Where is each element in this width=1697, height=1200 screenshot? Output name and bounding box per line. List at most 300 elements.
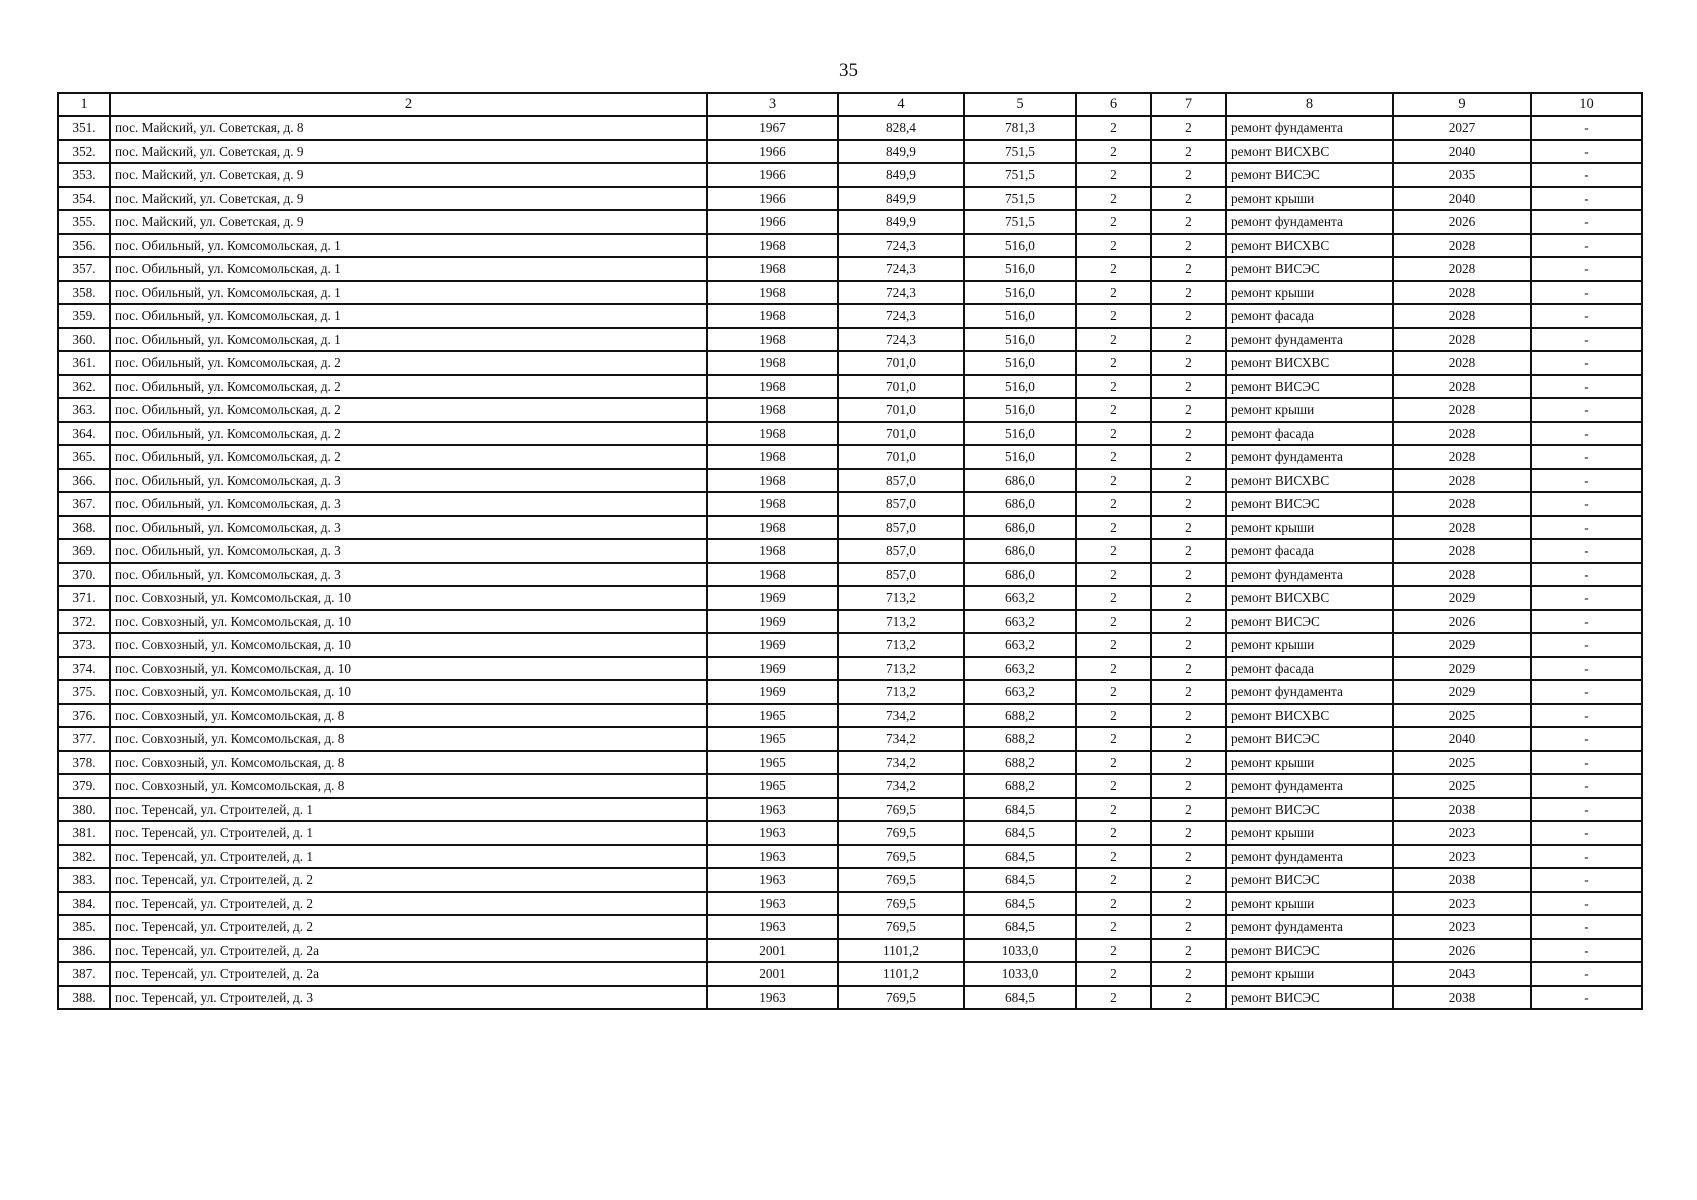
cell-living-area: 684,5 <box>964 868 1076 892</box>
cell-living-area: 688,2 <box>964 774 1076 798</box>
cell-total-area: 701,0 <box>838 445 964 469</box>
cell-address: пос. Теренсай, ул. Строителей, д. 3 <box>110 986 707 1010</box>
cell-row-number: 367. <box>58 492 110 516</box>
table-row <box>58 962 1642 986</box>
cell-total-area: 701,0 <box>838 351 964 375</box>
cell-living-area: 1033,0 <box>964 939 1076 963</box>
table-row <box>58 281 1642 305</box>
cell-address: пос. Майский, ул. Советская, д. 9 <box>110 210 707 234</box>
cell-total-area: 724,3 <box>838 281 964 305</box>
cell-living-area: 688,2 <box>964 704 1076 728</box>
cell-entrances: 2 <box>1151 210 1226 234</box>
cell-work-type: ремонт ВИСХВС <box>1226 586 1393 610</box>
cell-entrances: 2 <box>1151 986 1226 1010</box>
cell-living-area: 663,2 <box>964 633 1076 657</box>
cell-living-area: 751,5 <box>964 140 1076 164</box>
cell-entrances: 2 <box>1151 304 1226 328</box>
cell-planned-year: 2023 <box>1393 845 1531 869</box>
cell-total-area: 713,2 <box>838 586 964 610</box>
cell-floors: 2 <box>1076 845 1151 869</box>
cell-planned-year: 2028 <box>1393 328 1531 352</box>
cell-year-built: 1969 <box>707 610 838 634</box>
cell-row-number: 369. <box>58 539 110 563</box>
cell-entrances: 2 <box>1151 962 1226 986</box>
cell-total-area: 734,2 <box>838 704 964 728</box>
cell-note: - <box>1531 704 1642 728</box>
cell-row-number: 353. <box>58 163 110 187</box>
cell-living-area: 684,5 <box>964 821 1076 845</box>
cell-living-area: 688,2 <box>964 751 1076 775</box>
cell-floors: 2 <box>1076 821 1151 845</box>
cell-planned-year: 2040 <box>1393 140 1531 164</box>
cell-floors: 2 <box>1076 986 1151 1010</box>
cell-note: - <box>1531 633 1642 657</box>
cell-planned-year: 2026 <box>1393 939 1531 963</box>
cell-work-type: ремонт ВИСЭС <box>1226 939 1393 963</box>
cell-note: - <box>1531 868 1642 892</box>
cell-entrances: 2 <box>1151 751 1226 775</box>
cell-year-built: 1963 <box>707 892 838 916</box>
cell-year-built: 1963 <box>707 845 838 869</box>
cell-floors: 2 <box>1076 187 1151 211</box>
cell-entrances: 2 <box>1151 163 1226 187</box>
table-row <box>58 586 1642 610</box>
cell-living-area: 781,3 <box>964 116 1076 140</box>
cell-entrances: 2 <box>1151 140 1226 164</box>
cell-year-built: 1966 <box>707 210 838 234</box>
cell-work-type: ремонт ВИСХВС <box>1226 704 1393 728</box>
cell-year-built: 1965 <box>707 774 838 798</box>
cell-row-number: 381. <box>58 821 110 845</box>
table-row <box>58 304 1642 328</box>
cell-entrances: 2 <box>1151 845 1226 869</box>
table-body <box>58 116 1642 1009</box>
cell-row-number: 362. <box>58 375 110 399</box>
cell-living-area: 688,2 <box>964 727 1076 751</box>
table-row <box>58 163 1642 187</box>
cell-total-area: 724,3 <box>838 328 964 352</box>
cell-note: - <box>1531 610 1642 634</box>
cell-address: пос. Майский, ул. Советская, д. 9 <box>110 187 707 211</box>
table-row <box>58 939 1642 963</box>
cell-planned-year: 2040 <box>1393 727 1531 751</box>
cell-total-area: 857,0 <box>838 469 964 493</box>
cell-entrances: 2 <box>1151 563 1226 587</box>
cell-note: - <box>1531 328 1642 352</box>
cell-living-area: 516,0 <box>964 304 1076 328</box>
table-row <box>58 140 1642 164</box>
cell-work-type: ремонт фундамента <box>1226 680 1393 704</box>
cell-note: - <box>1531 774 1642 798</box>
cell-planned-year: 2043 <box>1393 962 1531 986</box>
cell-address: пос. Обильный, ул. Комсомольская, д. 2 <box>110 375 707 399</box>
cell-entrances: 2 <box>1151 798 1226 822</box>
cell-address: пос. Обильный, ул. Комсомольская, д. 1 <box>110 281 707 305</box>
cell-planned-year: 2028 <box>1393 516 1531 540</box>
cell-note: - <box>1531 492 1642 516</box>
cell-living-area: 663,2 <box>964 610 1076 634</box>
cell-total-area: 734,2 <box>838 751 964 775</box>
cell-planned-year: 2026 <box>1393 210 1531 234</box>
cell-address: пос. Обильный, ул. Комсомольская, д. 1 <box>110 328 707 352</box>
cell-entrances: 2 <box>1151 680 1226 704</box>
cell-planned-year: 2028 <box>1393 375 1531 399</box>
cell-row-number: 384. <box>58 892 110 916</box>
cell-living-area: 686,0 <box>964 539 1076 563</box>
cell-address: пос. Теренсай, ул. Строителей, д. 2 <box>110 915 707 939</box>
cell-row-number: 355. <box>58 210 110 234</box>
table-row <box>58 986 1642 1010</box>
cell-entrances: 2 <box>1151 774 1226 798</box>
cell-address: пос. Обильный, ул. Комсомольская, д. 1 <box>110 257 707 281</box>
cell-row-number: 380. <box>58 798 110 822</box>
cell-floors: 2 <box>1076 915 1151 939</box>
cell-year-built: 1963 <box>707 868 838 892</box>
table-row <box>58 492 1642 516</box>
cell-row-number: 387. <box>58 962 110 986</box>
cell-address: пос. Обильный, ул. Комсомольская, д. 3 <box>110 563 707 587</box>
cell-total-area: 828,4 <box>838 116 964 140</box>
cell-entrances: 2 <box>1151 610 1226 634</box>
cell-year-built: 1968 <box>707 328 838 352</box>
cell-note: - <box>1531 398 1642 422</box>
cell-note: - <box>1531 727 1642 751</box>
cell-year-built: 1963 <box>707 798 838 822</box>
cell-floors: 2 <box>1076 962 1151 986</box>
cell-address: пос. Совхозный, ул. Комсомольская, д. 10 <box>110 657 707 681</box>
cell-year-built: 1966 <box>707 140 838 164</box>
cell-living-area: 751,5 <box>964 163 1076 187</box>
cell-living-area: 516,0 <box>964 422 1076 446</box>
cell-row-number: 352. <box>58 140 110 164</box>
cell-work-type: ремонт крыши <box>1226 516 1393 540</box>
cell-floors: 2 <box>1076 422 1151 446</box>
header-row <box>58 93 1642 116</box>
cell-note: - <box>1531 210 1642 234</box>
cell-floors: 2 <box>1076 375 1151 399</box>
cell-year-built: 1966 <box>707 163 838 187</box>
table-row <box>58 422 1642 446</box>
cell-floors: 2 <box>1076 492 1151 516</box>
table-row <box>58 821 1642 845</box>
cell-total-area: 769,5 <box>838 845 964 869</box>
cell-note: - <box>1531 680 1642 704</box>
cell-living-area: 684,5 <box>964 798 1076 822</box>
cell-planned-year: 2023 <box>1393 821 1531 845</box>
cell-address: пос. Совхозный, ул. Комсомольская, д. 8 <box>110 727 707 751</box>
cell-entrances: 2 <box>1151 539 1226 563</box>
cell-note: - <box>1531 469 1642 493</box>
cell-address: пос. Теренсай, ул. Строителей, д. 2 <box>110 868 707 892</box>
cell-planned-year: 2038 <box>1393 868 1531 892</box>
cell-entrances: 2 <box>1151 657 1226 681</box>
cell-entrances: 2 <box>1151 469 1226 493</box>
cell-floors: 2 <box>1076 657 1151 681</box>
cell-year-built: 1968 <box>707 422 838 446</box>
cell-total-area: 724,3 <box>838 234 964 258</box>
cell-entrances: 2 <box>1151 351 1226 375</box>
table-row <box>58 845 1642 869</box>
cell-row-number: 368. <box>58 516 110 540</box>
cell-planned-year: 2023 <box>1393 915 1531 939</box>
cell-work-type: ремонт ВИСЭС <box>1226 986 1393 1010</box>
cell-note: - <box>1531 140 1642 164</box>
cell-row-number: 370. <box>58 563 110 587</box>
cell-address: пос. Совхозный, ул. Комсомольская, д. 8 <box>110 704 707 728</box>
cell-year-built: 1965 <box>707 751 838 775</box>
column-header-8: 8 <box>1226 93 1393 116</box>
cell-floors: 2 <box>1076 469 1151 493</box>
cell-year-built: 1968 <box>707 234 838 258</box>
cell-total-area: 713,2 <box>838 633 964 657</box>
cell-living-area: 663,2 <box>964 657 1076 681</box>
cell-planned-year: 2025 <box>1393 751 1531 775</box>
cell-address: пос. Теренсай, ул. Строителей, д. 2 <box>110 892 707 916</box>
cell-address: пос. Майский, ул. Советская, д. 9 <box>110 163 707 187</box>
cell-total-area: 724,3 <box>838 257 964 281</box>
cell-planned-year: 2028 <box>1393 422 1531 446</box>
cell-work-type: ремонт фундамента <box>1226 328 1393 352</box>
cell-note: - <box>1531 422 1642 446</box>
cell-note: - <box>1531 281 1642 305</box>
cell-living-area: 686,0 <box>964 492 1076 516</box>
column-header-3: 3 <box>707 93 838 116</box>
table-row <box>58 657 1642 681</box>
cell-living-area: 684,5 <box>964 845 1076 869</box>
cell-note: - <box>1531 116 1642 140</box>
cell-total-area: 857,0 <box>838 539 964 563</box>
table-row <box>58 187 1642 211</box>
cell-work-type: ремонт ВИСЭС <box>1226 610 1393 634</box>
cell-living-area: 516,0 <box>964 351 1076 375</box>
cell-year-built: 1963 <box>707 915 838 939</box>
cell-entrances: 2 <box>1151 821 1226 845</box>
cell-floors: 2 <box>1076 516 1151 540</box>
cell-address: пос. Обильный, ул. Комсомольская, д. 3 <box>110 516 707 540</box>
cell-entrances: 2 <box>1151 445 1226 469</box>
cell-total-area: 857,0 <box>838 516 964 540</box>
cell-living-area: 1033,0 <box>964 962 1076 986</box>
cell-note: - <box>1531 516 1642 540</box>
cell-entrances: 2 <box>1151 915 1226 939</box>
cell-floors: 2 <box>1076 328 1151 352</box>
cell-work-type: ремонт крыши <box>1226 633 1393 657</box>
cell-note: - <box>1531 563 1642 587</box>
cell-note: - <box>1531 892 1642 916</box>
cell-floors: 2 <box>1076 633 1151 657</box>
cell-living-area: 663,2 <box>964 586 1076 610</box>
cell-planned-year: 2028 <box>1393 351 1531 375</box>
cell-address: пос. Обильный, ул. Комсомольская, д. 1 <box>110 304 707 328</box>
cell-entrances: 2 <box>1151 586 1226 610</box>
cell-planned-year: 2038 <box>1393 798 1531 822</box>
cell-entrances: 2 <box>1151 328 1226 352</box>
page-number: 35 <box>839 60 858 81</box>
cell-row-number: 358. <box>58 281 110 305</box>
cell-note: - <box>1531 845 1642 869</box>
cell-note: - <box>1531 751 1642 775</box>
cell-address: пос. Теренсай, ул. Строителей, д. 2а <box>110 962 707 986</box>
cell-work-type: ремонт ВИСЭС <box>1226 492 1393 516</box>
cell-planned-year: 2028 <box>1393 234 1531 258</box>
cell-floors: 2 <box>1076 610 1151 634</box>
cell-work-type: ремонт ВИСЭС <box>1226 868 1393 892</box>
cell-year-built: 1968 <box>707 516 838 540</box>
cell-year-built: 1963 <box>707 821 838 845</box>
cell-entrances: 2 <box>1151 492 1226 516</box>
cell-address: пос. Теренсай, ул. Строителей, д. 2а <box>110 939 707 963</box>
cell-address: пос. Совхозный, ул. Комсомольская, д. 8 <box>110 774 707 798</box>
column-header-6: 6 <box>1076 93 1151 116</box>
cell-row-number: 386. <box>58 939 110 963</box>
cell-address: пос. Обильный, ул. Комсомольская, д. 2 <box>110 422 707 446</box>
table-row <box>58 915 1642 939</box>
table-row <box>58 563 1642 587</box>
table-row <box>58 798 1642 822</box>
cell-planned-year: 2026 <box>1393 610 1531 634</box>
cell-note: - <box>1531 915 1642 939</box>
cell-work-type: ремонт фасада <box>1226 422 1393 446</box>
cell-work-type: ремонт ВИСХВС <box>1226 351 1393 375</box>
column-header-2: 2 <box>110 93 707 116</box>
cell-year-built: 1965 <box>707 727 838 751</box>
cell-row-number: 388. <box>58 986 110 1010</box>
cell-note: - <box>1531 375 1642 399</box>
table-row <box>58 234 1642 258</box>
cell-row-number: 359. <box>58 304 110 328</box>
cell-row-number: 371. <box>58 586 110 610</box>
cell-entrances: 2 <box>1151 892 1226 916</box>
cell-total-area: 701,0 <box>838 375 964 399</box>
cell-floors: 2 <box>1076 398 1151 422</box>
cell-work-type: ремонт фасада <box>1226 539 1393 563</box>
cell-address: пос. Обильный, ул. Комсомольская, д. 3 <box>110 469 707 493</box>
cell-floors: 2 <box>1076 586 1151 610</box>
table-row <box>58 774 1642 798</box>
cell-living-area: 516,0 <box>964 281 1076 305</box>
cell-entrances: 2 <box>1151 398 1226 422</box>
cell-year-built: 1968 <box>707 563 838 587</box>
table-row <box>58 704 1642 728</box>
cell-year-built: 2001 <box>707 962 838 986</box>
cell-row-number: 361. <box>58 351 110 375</box>
cell-row-number: 363. <box>58 398 110 422</box>
cell-address: пос. Теренсай, ул. Строителей, д. 1 <box>110 821 707 845</box>
cell-address: пос. Теренсай, ул. Строителей, д. 1 <box>110 798 707 822</box>
cell-note: - <box>1531 798 1642 822</box>
cell-living-area: 684,5 <box>964 986 1076 1010</box>
cell-row-number: 375. <box>58 680 110 704</box>
cell-row-number: 354. <box>58 187 110 211</box>
cell-row-number: 376. <box>58 704 110 728</box>
cell-year-built: 1968 <box>707 281 838 305</box>
cell-total-area: 1101,2 <box>838 962 964 986</box>
cell-note: - <box>1531 821 1642 845</box>
cell-floors: 2 <box>1076 727 1151 751</box>
cell-living-area: 686,0 <box>964 469 1076 493</box>
cell-planned-year: 2029 <box>1393 680 1531 704</box>
cell-planned-year: 2028 <box>1393 398 1531 422</box>
cell-address: пос. Совхозный, ул. Комсомольская, д. 10 <box>110 633 707 657</box>
cell-entrances: 2 <box>1151 375 1226 399</box>
cell-work-type: ремонт крыши <box>1226 398 1393 422</box>
table-row <box>58 257 1642 281</box>
cell-entrances: 2 <box>1151 187 1226 211</box>
cell-row-number: 377. <box>58 727 110 751</box>
cell-total-area: 701,0 <box>838 422 964 446</box>
cell-row-number: 378. <box>58 751 110 775</box>
cell-address: пос. Обильный, ул. Комсомольская, д. 1 <box>110 234 707 258</box>
cell-planned-year: 2029 <box>1393 633 1531 657</box>
cell-work-type: ремонт ВИСЭС <box>1226 163 1393 187</box>
cell-floors: 2 <box>1076 892 1151 916</box>
cell-address: пос. Обильный, ул. Комсомольская, д. 2 <box>110 398 707 422</box>
cell-entrances: 2 <box>1151 727 1226 751</box>
cell-work-type: ремонт ВИСЭС <box>1226 798 1393 822</box>
cell-planned-year: 2038 <box>1393 986 1531 1010</box>
cell-note: - <box>1531 163 1642 187</box>
cell-work-type: ремонт фундамента <box>1226 915 1393 939</box>
cell-year-built: 1968 <box>707 351 838 375</box>
cell-row-number: 372. <box>58 610 110 634</box>
cell-note: - <box>1531 187 1642 211</box>
table-row <box>58 398 1642 422</box>
column-header-4: 4 <box>838 93 964 116</box>
cell-total-area: 713,2 <box>838 680 964 704</box>
cell-work-type: ремонт фундамента <box>1226 845 1393 869</box>
cell-planned-year: 2028 <box>1393 563 1531 587</box>
cell-row-number: 374. <box>58 657 110 681</box>
table-row <box>58 610 1642 634</box>
cell-year-built: 1967 <box>707 116 838 140</box>
cell-work-type: ремонт фундамента <box>1226 116 1393 140</box>
cell-work-type: ремонт фасада <box>1226 304 1393 328</box>
cell-entrances: 2 <box>1151 516 1226 540</box>
cell-planned-year: 2029 <box>1393 586 1531 610</box>
cell-floors: 2 <box>1076 939 1151 963</box>
cell-entrances: 2 <box>1151 704 1226 728</box>
cell-entrances: 2 <box>1151 281 1226 305</box>
cell-year-built: 1968 <box>707 304 838 328</box>
table-row <box>58 328 1642 352</box>
cell-row-number: 356. <box>58 234 110 258</box>
cell-row-number: 383. <box>58 868 110 892</box>
cell-living-area: 516,0 <box>964 398 1076 422</box>
cell-floors: 2 <box>1076 140 1151 164</box>
cell-work-type: ремонт крыши <box>1226 821 1393 845</box>
cell-work-type: ремонт крыши <box>1226 281 1393 305</box>
cell-floors: 2 <box>1076 257 1151 281</box>
cell-planned-year: 2028 <box>1393 281 1531 305</box>
cell-address: пос. Обильный, ул. Комсомольская, д. 2 <box>110 445 707 469</box>
cell-year-built: 1968 <box>707 445 838 469</box>
cell-total-area: 701,0 <box>838 398 964 422</box>
cell-year-built: 1963 <box>707 986 838 1010</box>
table-row <box>58 210 1642 234</box>
table-row <box>58 751 1642 775</box>
cell-total-area: 849,9 <box>838 163 964 187</box>
cell-work-type: ремонт крыши <box>1226 962 1393 986</box>
cell-living-area: 684,5 <box>964 892 1076 916</box>
cell-row-number: 382. <box>58 845 110 869</box>
column-header-9: 9 <box>1393 93 1531 116</box>
cell-address: пос. Обильный, ул. Комсомольская, д. 2 <box>110 351 707 375</box>
cell-note: - <box>1531 586 1642 610</box>
cell-entrances: 2 <box>1151 116 1226 140</box>
cell-living-area: 751,5 <box>964 187 1076 211</box>
cell-planned-year: 2028 <box>1393 257 1531 281</box>
column-header-5: 5 <box>964 93 1076 116</box>
